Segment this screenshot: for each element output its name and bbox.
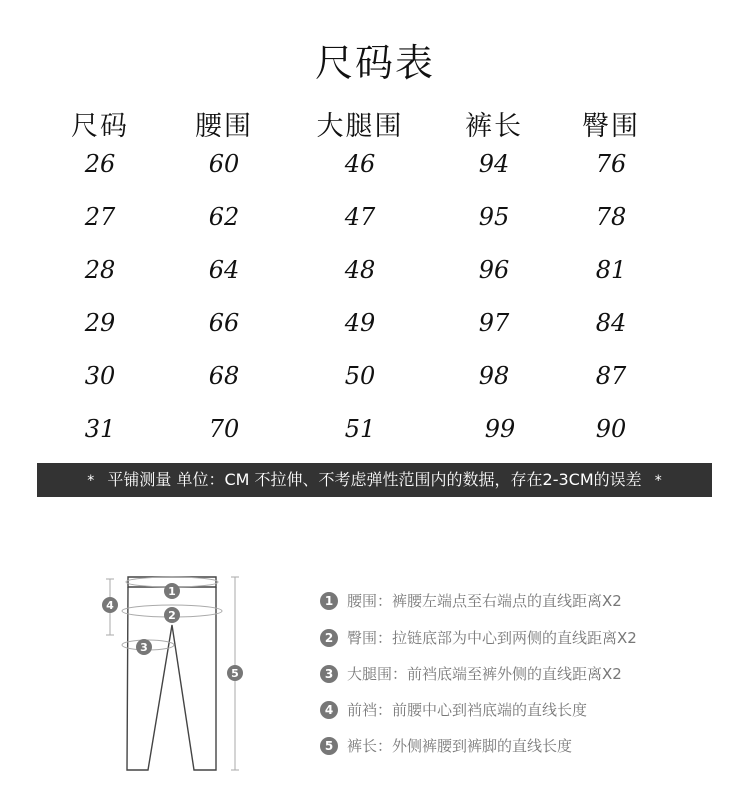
marker-label: 5 bbox=[231, 667, 239, 680]
table-cell: 46 bbox=[344, 150, 376, 178]
table-cell: 48 bbox=[344, 256, 376, 284]
marker-label: 4 bbox=[106, 599, 114, 612]
table-cell: 30 bbox=[84, 362, 116, 390]
table-cell: 96 bbox=[478, 256, 510, 284]
table-cell: 68 bbox=[208, 362, 240, 390]
number-badge: 1 bbox=[320, 592, 338, 610]
marker-label: 3 bbox=[140, 641, 148, 654]
banner-text: 平铺测量 单位：CM 不拉伸、不考虑弹性范围内的数据，存在2-3CM的误差 bbox=[107, 470, 642, 489]
table-cell: 97 bbox=[478, 309, 510, 337]
table-cell: 28 bbox=[84, 256, 116, 284]
table-cell: 76 bbox=[595, 150, 627, 178]
table-cell: 64 bbox=[208, 256, 240, 284]
table-cell: 26 bbox=[84, 150, 116, 178]
table-cell: 66 bbox=[208, 309, 240, 337]
table-cell: 87 bbox=[595, 362, 627, 390]
table-cell: 99 bbox=[484, 415, 516, 443]
legend-item-length bbox=[320, 735, 572, 756]
number-badge: 3 bbox=[320, 665, 338, 683]
measurement-note-banner bbox=[37, 463, 712, 497]
table-cell: 51 bbox=[344, 415, 376, 443]
table-cell: 84 bbox=[595, 309, 627, 337]
table-cell: 62 bbox=[208, 203, 240, 231]
marker-label: 2 bbox=[168, 609, 176, 622]
legend-item-front-rise bbox=[320, 699, 587, 720]
table-header-thigh: 大腿围 bbox=[316, 111, 404, 142]
table-header-length: 裤长 bbox=[465, 111, 523, 142]
legend-text: 前裆：前腰中心到裆底端的直线长度 bbox=[347, 701, 588, 719]
star-icon: * bbox=[87, 473, 95, 489]
table-cell: 70 bbox=[208, 415, 240, 443]
number-badge: 4 bbox=[320, 701, 338, 719]
table-header-waist: 腰围 bbox=[195, 111, 253, 142]
number-badge: 5 bbox=[320, 737, 338, 755]
page-title: 尺码表 bbox=[314, 41, 435, 85]
marker-label: 1 bbox=[168, 585, 176, 598]
table-cell: 90 bbox=[595, 415, 627, 443]
legend-text: 臀围：拉链底部为中心到两侧的直线距离X2 bbox=[347, 629, 637, 647]
table-cell: 60 bbox=[208, 150, 240, 178]
legend-item-thigh bbox=[320, 663, 622, 684]
table-header-size: 尺码 bbox=[71, 111, 129, 142]
table-cell: 81 bbox=[595, 256, 627, 284]
table-header-hip: 臀围 bbox=[582, 111, 640, 142]
legend-text: 腰围：裤腰左端点至右端点的直线距离X2 bbox=[347, 592, 622, 610]
table-cell: 31 bbox=[84, 415, 116, 443]
table-cell: 98 bbox=[478, 362, 510, 390]
star-icon: * bbox=[654, 473, 662, 489]
legend-text: 大腿围：前裆底端至裤外侧的直线距离X2 bbox=[347, 665, 622, 683]
table-cell: 27 bbox=[84, 203, 116, 231]
legend-item-hip bbox=[320, 627, 637, 648]
table-cell: 29 bbox=[84, 309, 116, 337]
table-cell: 95 bbox=[478, 203, 510, 231]
table-cell: 78 bbox=[595, 203, 627, 231]
table-cell: 49 bbox=[344, 309, 376, 337]
pants-measurement-diagram bbox=[90, 565, 260, 780]
pants-outline-icon bbox=[90, 565, 260, 780]
table-cell: 50 bbox=[344, 362, 376, 390]
legend-text: 裤长：外侧裤腰到裤脚的直线长度 bbox=[347, 737, 573, 755]
number-badge: 2 bbox=[320, 629, 338, 647]
table-cell: 94 bbox=[478, 150, 510, 178]
table-cell: 47 bbox=[344, 203, 376, 231]
legend-item-waist bbox=[320, 590, 622, 611]
